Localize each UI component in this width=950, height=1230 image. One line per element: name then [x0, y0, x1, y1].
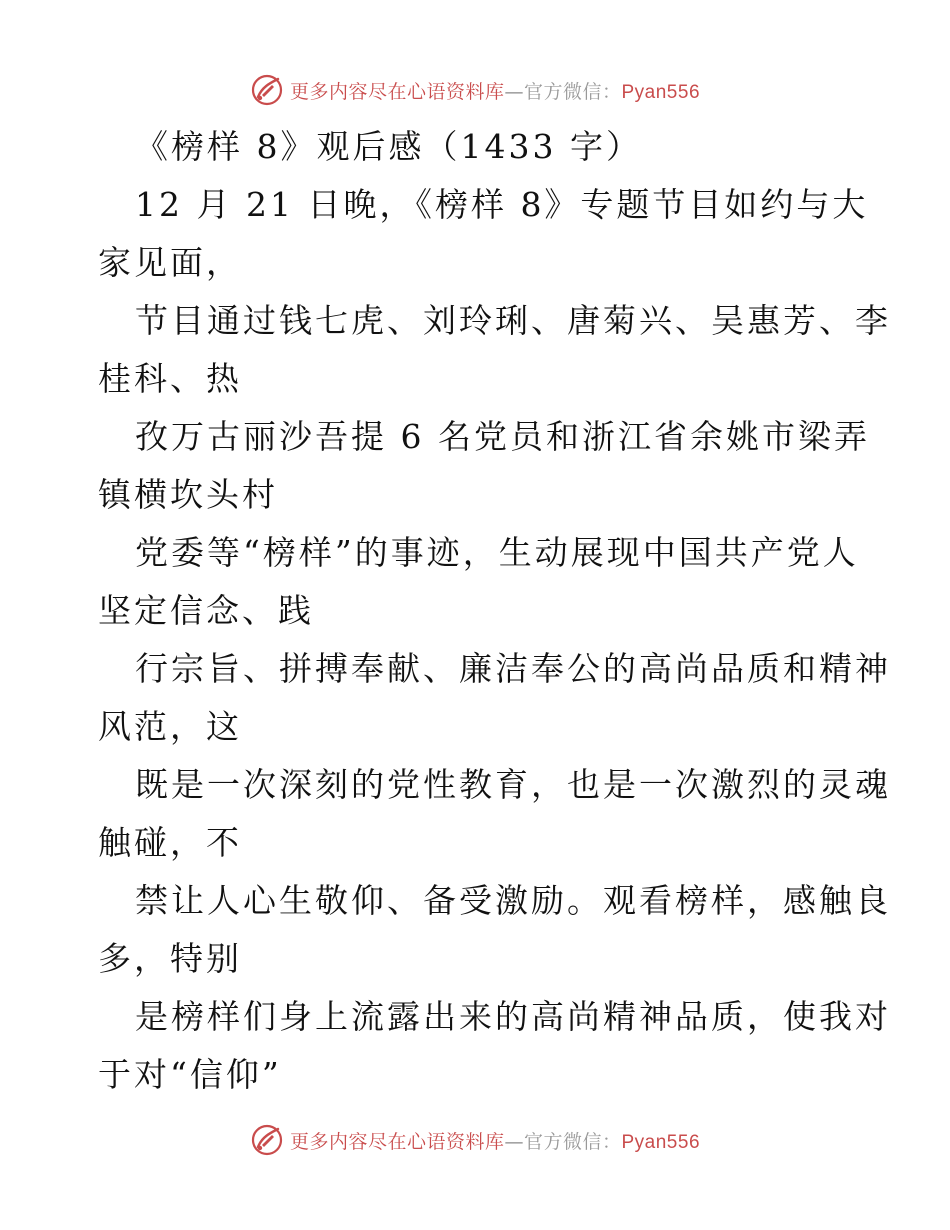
paragraph-line: 行宗旨、拼搏奉献、廉洁奉公的高尚品质和精神 [135, 649, 891, 688]
paragraph-line: 孜万古丽沙吾提 6 名党员和浙江省余姚市梁弄 [135, 417, 870, 456]
pen-swirl-logo-icon [250, 73, 284, 107]
paragraph-line: 党委等“榜样”的事迹，生动展现中国共产党人 [135, 533, 859, 572]
paragraph-line: 风范，这 [98, 707, 242, 746]
header-banner-text [290, 77, 700, 104]
paragraph-line: 坚定信念、践 [98, 591, 314, 630]
paragraph-line: 桂科、热 [98, 359, 242, 398]
paragraph-line: 多，特别 [98, 939, 242, 978]
paragraph-line: 禁让人心生敬仰、备受激励。观看榜样，感触良 [135, 881, 891, 920]
paragraph-line: 12 月 21 日晚，《榜样 8》专题节目如约与大 [135, 185, 869, 224]
footer-banner-text [290, 1127, 700, 1154]
header-banner-wechat-id: Pyan556 [621, 81, 701, 103]
header-banner-separator: — [504, 80, 524, 103]
document-body [98, 118, 891, 1104]
header-banner [0, 70, 950, 110]
paragraph-line: 家见面， [98, 243, 242, 282]
footer-banner-wechat-label: 官方微信： [523, 1130, 622, 1153]
header-banner-wechat-label: 官方微信： [523, 80, 622, 103]
header-banner-content [250, 73, 700, 107]
footer-banner-separator: — [504, 1130, 524, 1153]
footer-banner-main-text: 更多内容尽在心语资料库 [289, 1130, 505, 1153]
document-title: 《榜样 8》观后感（1433 字） [135, 127, 642, 166]
paragraph-line: 既是一次深刻的党性教育，也是一次激烈的灵魂 [135, 765, 891, 804]
paragraph-line: 镇横坎头村 [98, 475, 278, 514]
footer-banner [0, 1120, 950, 1160]
pen-swirl-logo-icon [250, 1123, 284, 1157]
footer-banner-wechat-id: Pyan556 [621, 1131, 701, 1153]
paragraph-line: 触碰，不 [98, 823, 242, 862]
paragraph-line: 于对“信仰” [98, 1055, 282, 1094]
paragraph-line: 是榜样们身上流露出来的高尚精神品质，使我对 [135, 997, 891, 1036]
footer-banner-content [250, 1123, 700, 1157]
header-banner-main-text: 更多内容尽在心语资料库 [289, 80, 505, 103]
paragraph-line: 节目通过钱七虎、刘玲琍、唐菊兴、吴惠芳、李 [135, 301, 891, 340]
